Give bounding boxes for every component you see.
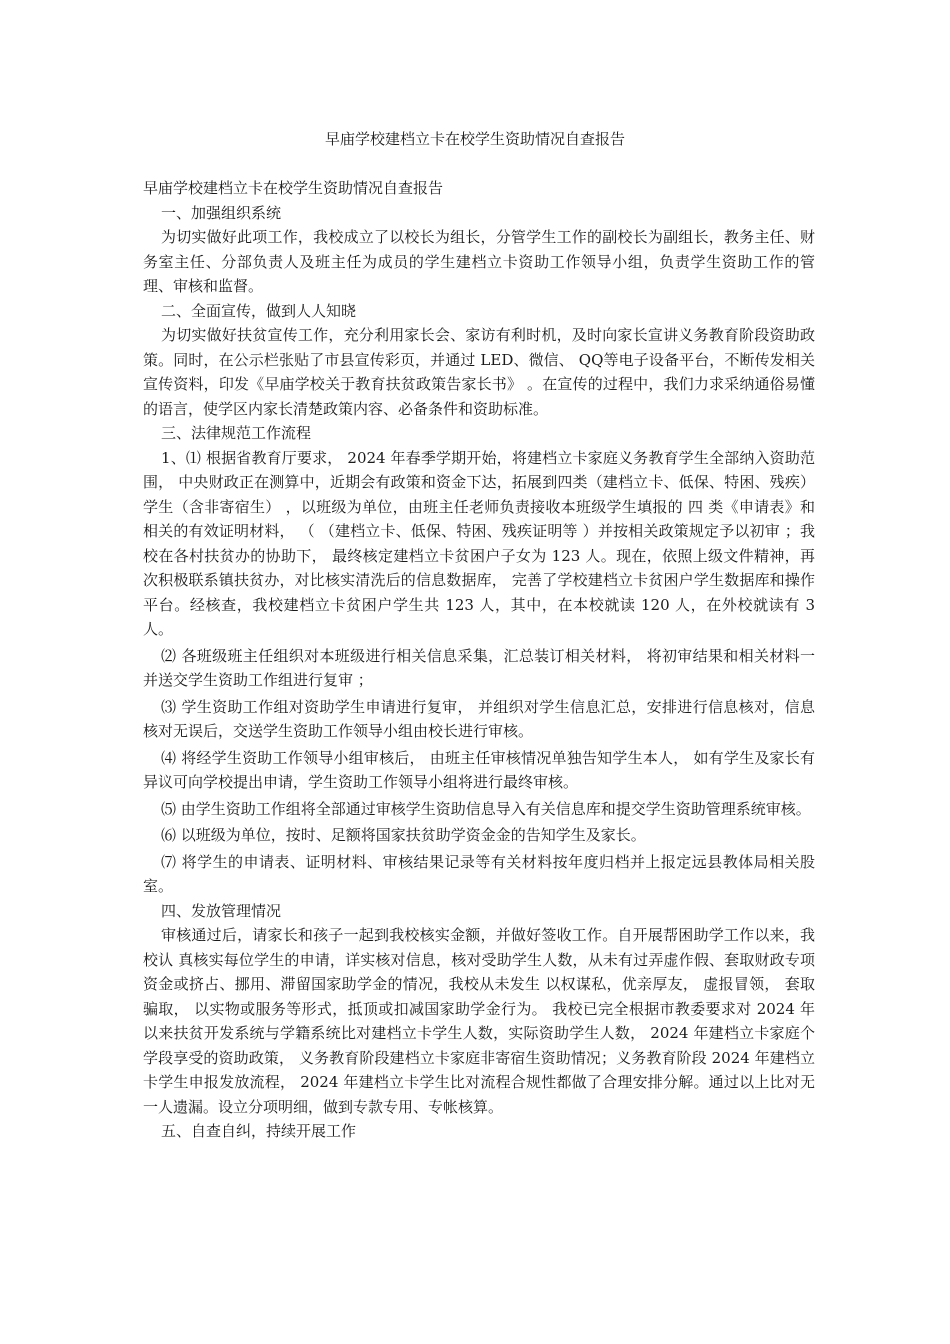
document-title: 早庙学校建档立卡在校学生资助情况自查报告: [324, 130, 625, 148]
section-heading-2: 二、全面宣传，做到人人知晓: [161, 301, 357, 320]
section-3-paragraph-2: ⑵ 各班级班主任组织对本班级进行相关信息采集，汇总装订相关材料， 将初审结果和相关材料一并送交学生资助工作组进行复审 ；: [143, 646, 815, 689]
section-heading-4: 四、发放管理情况: [161, 901, 282, 920]
section-3-paragraph-1: 1、⑴ 根据省教育厅要求， 2024 年春季学期开始，将建档立卡家庭义务教育学生全部纳入资助范围， 中央财政正在测算中，近期会有政策和资金下达，拓展到四类（建档立卡、低保、特困、残疾）学生（含非寄宿生） ，以班级为单位，由班主任老师负责接收本班级学生填报的 四 类《申请表》和相关的有效证明材料， （ （建档立卡、低保、特困、残疾证明等 ）并按相关政策规定予以初审 ；我校在各村扶贫办的协助下， 最终核定建档立卡贫困户子女为 123 人。现在，依照上级文件精神，再次积极联系镇扶贫办，对比核实清洗后的信息数据库， 完善了学校建档立卡贫困户学生数据库和操作平台。经核查，我校建档立卡贫困户学生共 123 人，其中，在本校就读 120 人，在外校就读有 3 人。: [143, 448, 815, 638]
section-heading-3: 三、法律规范工作流程: [161, 424, 312, 442]
section-heading-1: 一、加强组织系统: [161, 203, 282, 222]
section-3-paragraph-5: ⑸ 由学生资助工作组将全部通过审核学生资助信息导入有关信息库和提交学生资助管理系统审核。: [161, 799, 811, 818]
section-4-paragraph-1: 审核通过后，请家长和孩子一起到我校核实金额，并做好签收工作。自开展帮困助学工作以来，我校认 真核实每位学生的申请，详实核对信息，核对受助学生人数，从未有过弄虚作假、套取财政专项资金或挤占、挪用、滞留国家助学金的情况，我校从未发生 以权谋私，优亲厚友， 虚报冒领， 套取骗取， 以实物或服务等形式，抵顶或扣减国家助学金行为。 我校已完全根据市教委要求对 2024 年以来扶贫开发系统与学籍系统比对建档立卡学生人数，实际资助学生人数， 2024 年建档立卡家庭个学段享受的资助政策， 义务教育阶段建档立卡家庭非寄宿生资助情况；义务教育阶段 2024 年建档立卡学生申报发放流程， 2024 年建档立卡学生比对流程合规性都做了合理安排分解。通过以上比对无一人遗漏。设立分项明细，做到专款专用、专帐核算。: [143, 926, 815, 1116]
section-3-paragraph-7: ⑺ 将学生的申请表、证明材料、审核结果记录等有关材料按年度归档并上报定远县教体局相关股室。: [143, 852, 815, 895]
section-2-paragraph-1: 为切实做好扶贫宣传工作，充分利用家长会、家访有利时机，及时向家长宣讲义务教育阶段资助政策。同时，在公示栏张贴了市县宣传彩页，并通过 LED、微信、 QQ等电子设备平台，不断传发相关宣传资料，印发《早庙学校关于教育扶贫政策告家长书》 。在宣传的过程中，我们力求采纳通俗易懂的语言，使学区内家长清楚政策内容、必备条件和资助标准。: [143, 326, 815, 418]
section-3-paragraph-6: ⑹ 以班级为单位，按时、足额将国家扶贫助学资金金的告知学生及家长。: [161, 826, 646, 844]
section-1-paragraph-1: 为切实做好此项工作，我校成立了以校长为组长，分管学生工作的副校长为副组长，教务主任、财务室主任、分部负责人及班主任为成员的学生建档立卡资助工作领导小组，负责学生资助工作的管理、审核和监督。: [143, 228, 815, 295]
section-3-paragraph-4: ⑷ 将经学生资助工作领导小组审核后， 由班主任审核情况单独告知学生本人， 如有学生及家长有异议可向学校提出申请，学生资助工作领导小组将进行最终审核。: [143, 748, 815, 791]
document-body: [143, 176, 815, 1144]
section-3-paragraph-3: ⑶ 学生资助工作组对资助学生申请进行复审， 并组织对学生信息汇总，安排进行信息核对，信息核对无误后，交送学生资助工作领导小组由校长进行审核。: [143, 697, 815, 740]
section-heading-5: 五、自查自纠，持续开展工作: [161, 1122, 357, 1140]
document-subtitle: 早庙学校建档立卡在校学生资助情况自查报告: [143, 179, 444, 197]
